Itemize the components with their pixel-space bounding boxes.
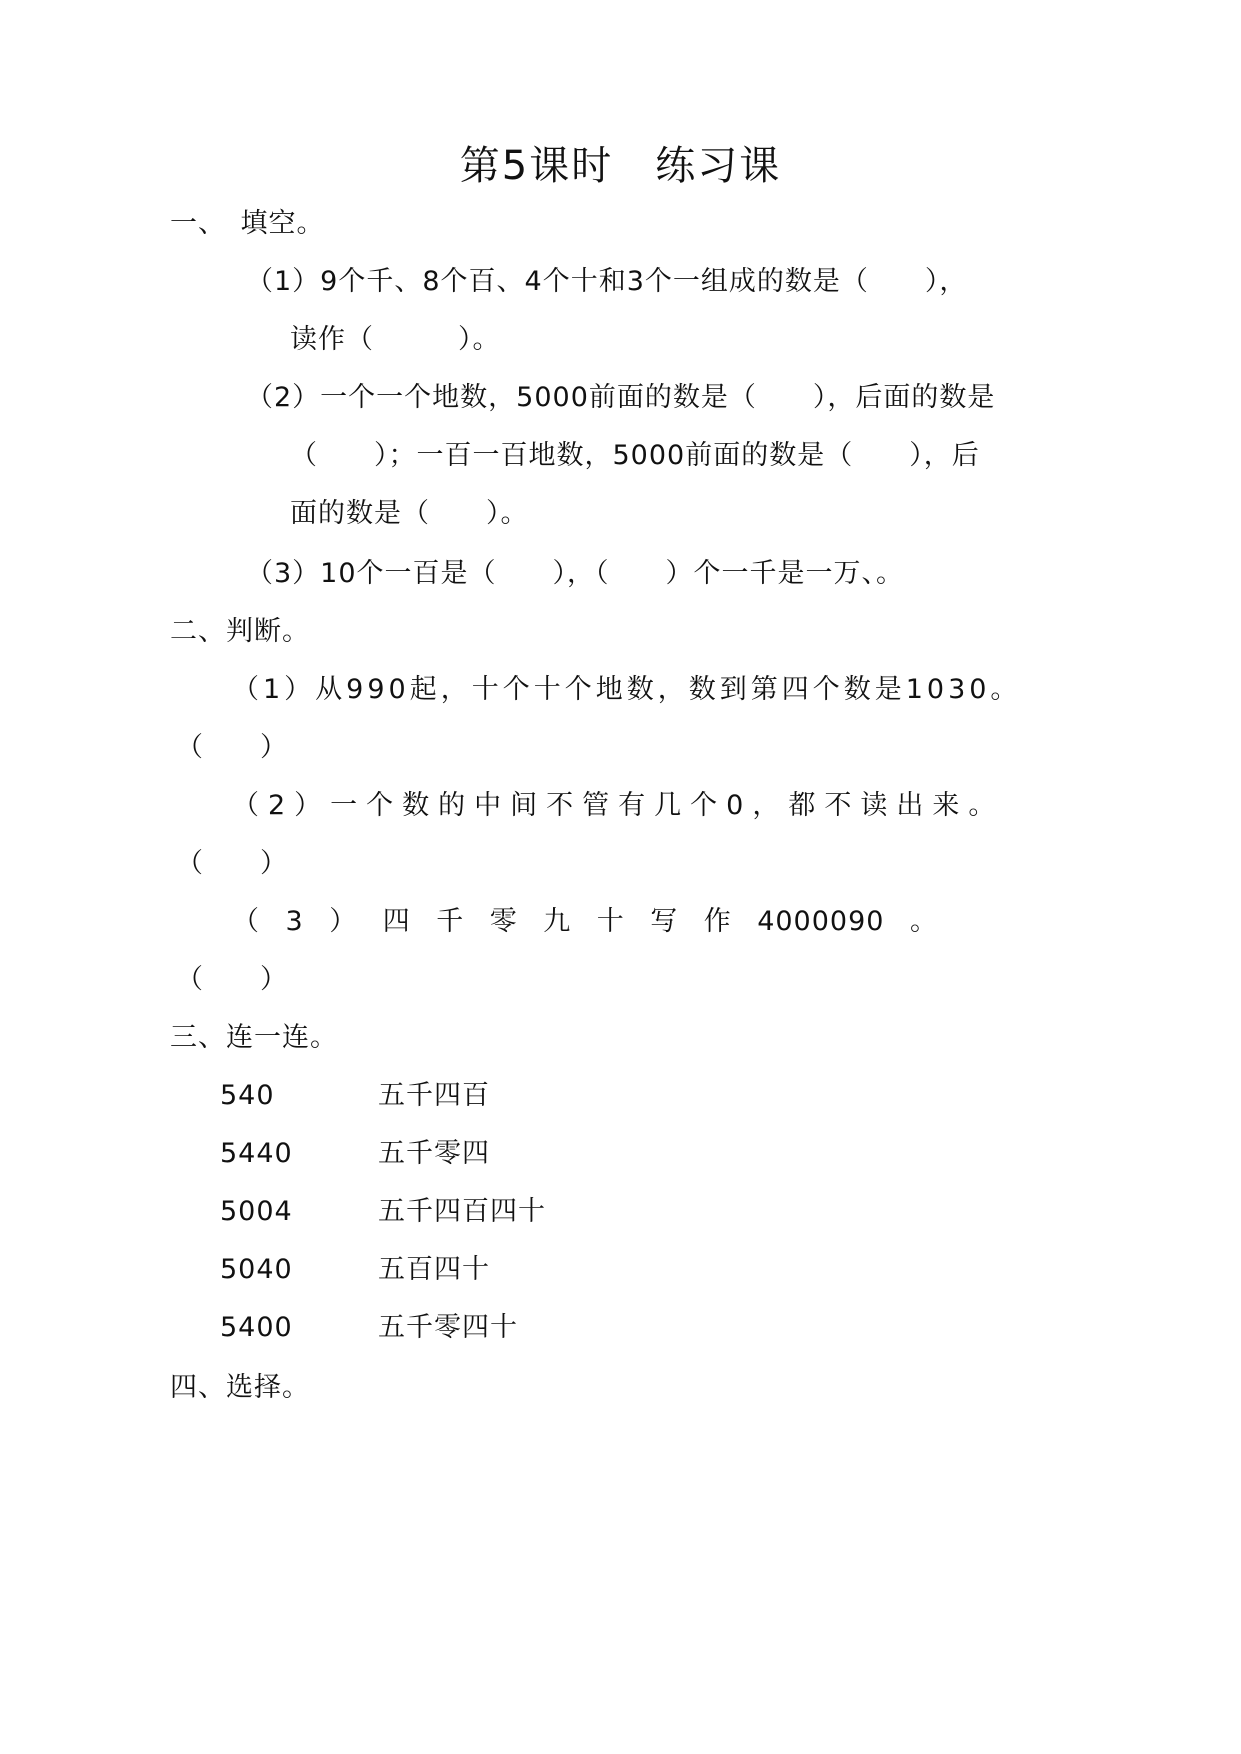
judge-q1-bracket: （ ） <box>176 732 288 763</box>
fill-q1-line1: （1）9个千、8个百、4个十和3个一组成的数是（ ）， <box>246 266 968 297</box>
judge-q3-part: 写 <box>650 906 679 937</box>
fill-q3: （3）10个一百是（ ），（ ）个一千是一万、。 <box>246 558 905 589</box>
judge-q1: （1）从990起，十个十个地数，数到第四个数是1030。 <box>232 674 1022 705</box>
judge-q3 <box>232 904 938 940</box>
fill-q2-line1: （2）一个一个地数，5000前面的数是（ ），后面的数是 <box>246 382 996 413</box>
connect-left-item[interactable]: 540 <box>220 1080 275 1111</box>
judge-q3-part: ） <box>329 906 358 937</box>
connect-left-item[interactable]: 5040 <box>220 1254 293 1285</box>
connect-left-item[interactable]: 5440 <box>220 1138 293 1169</box>
fill-q2-line3: 面的数是（ ）。 <box>290 498 529 529</box>
judge-q3-part: 千 <box>436 906 465 937</box>
judge-q3-part: 十 <box>596 906 625 937</box>
connect-left-item[interactable]: 5004 <box>220 1196 293 1227</box>
judge-q3-part: 。 <box>909 906 938 937</box>
page-title: 第5课时 练习课 <box>459 143 782 189</box>
connect-right-item[interactable]: 五千零四 <box>378 1138 490 1169</box>
judge-q3-part: 零 <box>489 906 518 937</box>
connect-right-item[interactable]: 五千四百四十 <box>378 1196 546 1227</box>
connect-right-item[interactable]: 五千零四十 <box>378 1312 518 1343</box>
fill-q2-line2: （ ）；一百一百地数，5000前面的数是（ ），后 <box>290 440 980 471</box>
judge-q3-bracket: （ ） <box>176 964 288 995</box>
section-2-heading: 二、判断。 <box>170 616 310 647</box>
judge-q2-bracket: （ ） <box>176 848 288 879</box>
judge-q3-part: 九 <box>543 906 572 937</box>
connect-right-item[interactable]: 五千四百 <box>378 1080 490 1111</box>
judge-q3-part: 3 <box>285 906 304 937</box>
judge-q2: （2）一个数的中间不管有几个0，都不读出来。 <box>232 790 1005 821</box>
section-4-heading: 四、选择。 <box>170 1372 310 1403</box>
section-3-heading: 三、连一连。 <box>170 1022 338 1053</box>
connect-left-item[interactable]: 5400 <box>220 1312 293 1343</box>
judge-q3-part: 4000090 <box>757 906 885 937</box>
judge-q3-part: （ <box>232 906 260 937</box>
section-1-heading: 一、 填空。 <box>170 208 325 239</box>
judge-q3-part: 四 <box>382 906 411 937</box>
judge-q3-part: 作 <box>703 906 732 937</box>
connect-right-item[interactable]: 五百四十 <box>378 1254 490 1285</box>
fill-q1-line2: 读作（ ）。 <box>290 324 501 355</box>
